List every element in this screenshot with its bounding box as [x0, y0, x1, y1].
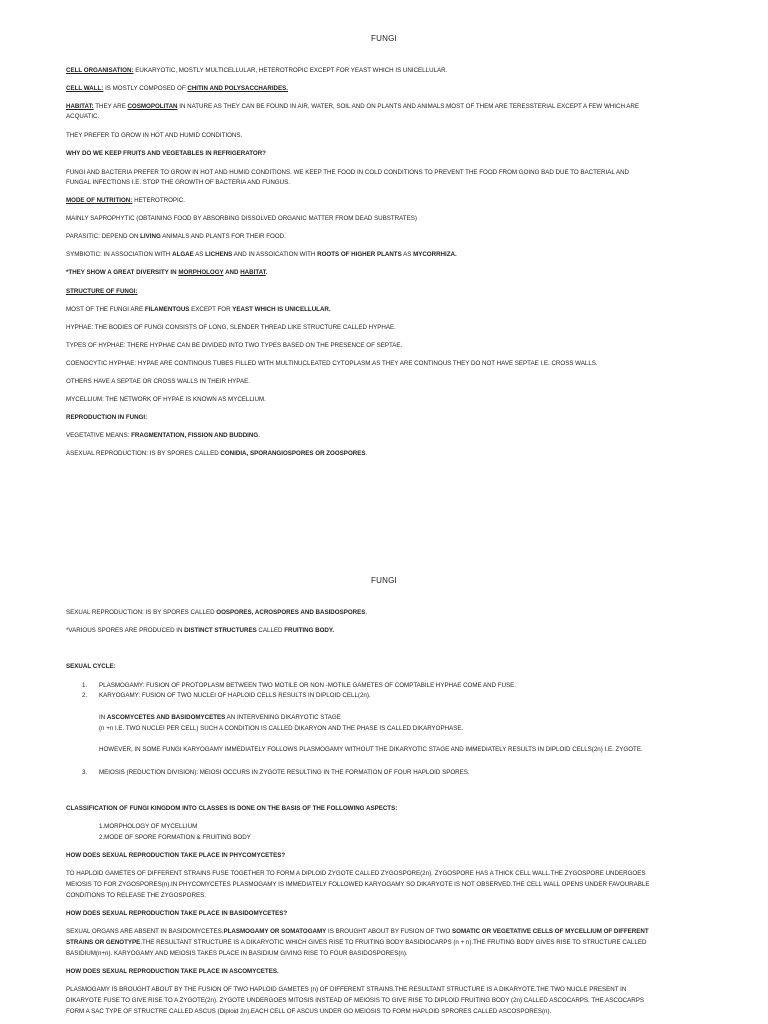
phycomycetes-answer-2: MEIOSIS TO FOR ZYGOSPORES(n).IN PHYCOMYCETES PLASMOGAMY IS IMMEDIATELY FOLLOWED KARYOGAMY SO DIKARYOTE IS NOT OBSERVED.THE CELL WALL OPENS UNDER FAVOURABLE [66, 881, 650, 888]
parasitic-line: PARASITIC: DEPEND ON LIVING ANIMALS AND PLANTS FOR THEIR FOOD. [66, 233, 286, 240]
classification-item-2: 2.MODE OF SPORE FORMATION & FRUITING BODY [99, 834, 251, 841]
classification-item-1: 1.MORPHOLOGY OF MYCELLIUM [99, 823, 198, 830]
cell-organisation-line: CELL ORGANISATION: EUKARYOTIC, MOSTLY MULTICELLULAR, HETEROTROPIC EXCEPT FOR YEAST WHICH IS UNICELLULAR. [66, 67, 448, 74]
hyphae-line: HYPHAE: THE BODIES OF FUNGI CONSISTS OF LONG, SLENDER THREAD LIKE STRUCTURE CALLED HYPHAE. [66, 324, 396, 331]
saprophytic-line: MAINLY SAPROPHYTIC (OBTAINING FOOD BY ABSORBING DISSOLVED ORGANIC MATTER FROM DEAD SUBSTRATES) [66, 215, 417, 222]
prefer-line: THEY PREFER TO GROW IN HOT AND HUMID CONDITIONS. [66, 132, 243, 139]
ascomycetes-answer-3: FORM A SAC TYPE OF STRUCTRE CALLED ASCUS (Diploid 2n).EACH CELL OF ASCUS UNDER GO MEIOSIS TO FORM HAPLOID SPRORES CALLED ASCOSPORES(n). [66, 1008, 552, 1015]
why-question: WHY DO WE KEEP FRUITS AND VEGETABLES IN REFRIGERATOR? [66, 150, 266, 157]
various-spores-line: *VARIOUS SPORES ARE PRODUCED IN DISTINCT STRUCTURES CALLED FRUITING BODY. [66, 627, 335, 634]
phycomycetes-question: HOW DOES SEXUAL REPRODUCTION TAKE PLACE IN PHYCOMYCETES? [66, 852, 286, 859]
however-line: HOWEVER, IN SOME FUNGI KARYOGAMY IMMEDIATELY FOLLOWS PLASMOGAMY WITHOUT THE DIKARYOTIC STAGE AND IMMEDIATELY RESULTS IN DIPLOID CELLS(2n) I.E. ZYGOTE. [99, 746, 643, 753]
sexual-reproduction-line: SEXUAL REPRODUCTION: IS BY SPORES CALLED OOSPORES, ACROSPORES AND BASIDOSPORES. [66, 609, 368, 616]
page-title-2: FUNGI [371, 576, 397, 585]
basidomycetes-answer-2: STRAINS OR GENOTYPE.THE RESULTANT STRUCTURE IS A DIKARYOTIC WHICH GIVES RISE TO FRUITING BODY BASIDIOCARPS (n + n).THE FRUTING BODY GIVES RISE TO STRUCTURE CALLED [66, 939, 647, 946]
filamentous-line: MOST OF THE FUNGI ARE FILAMENTOUS EXCEPT FOR YEAST WHICH IS UNICELLULAR. [66, 306, 331, 313]
asexual-line: ASEXUAL REPRODUCTION: IS BY SPORES CALLED CONIDIA, SPORANGIOSPORES OR ZOOSPORES. [66, 450, 368, 457]
why-answer-1: FUNGI AND BACTERIA PREFER TO GROW IN HOT AND HUMID CONDITIONS. WE KEEP THE FOOD IN COLD CONDITIONS TO PREVENT THE FOOD FROM GOING BAD DUE TO BACTERIAL AND [66, 169, 630, 176]
meiosis-item: 3. MEIOSIS (REDUCTION DIVISION): MEIOSI OCCURS IN ZYGOTE RESULTING IN THE FORMATION OF FOUR HAPLOID SPORES. [82, 769, 470, 776]
why-answer-2: FUNGAL INFECTIONS I.E. STOP THE GROWTH OF BACTERIA AND FUNGUS. [66, 179, 290, 186]
classification-heading: CLASSIFICATION OF FUNGI KINGDOM INTO CLASSES IS DONE ON THE BASIS OF THE FOLLOWING ASPECTS: [66, 805, 398, 812]
phycomycetes-answer-1: TO HAPLOID GAMETES OF DIFFERENT STRAINS FUSE TOGETHER TO FORM A DIPLOID ZYGOTE CALLED ZYGOSPORE(2n). ZYGOSPORE HAS A THICK CELL WALL.THE ZYGOSPORE UNDERGOES [66, 870, 646, 877]
basidomycetes-answer-1: SEXUAL ORGANS ARE ABSENT IN BASIDOMYCETES.PLASMOGAMY OR SOMATOGAMY IS BROUGHT ABOUT BY FUSION OF TWO SOMATIC OR VEGETATIVE CELLS OF MYCELLIUM OF DIFFERENT [66, 928, 649, 935]
structure-heading: STRUCTURE OF FUNGI: [66, 288, 138, 295]
karyogamy-item: 2. KARYOGAMY: FUSION OF TWO NUCLEI OF HAPLOID CELLS RESULTS IN DIPLOID CELL(2n). [82, 692, 371, 699]
habitat-line: HABITAT: THEY ARE COSMOPOLITAN IN NATURE AS THEY CAN BE FOUND IN AIR, WATER, SOIL AND ON PLANTS AND ANIMALS.MOST OF THEM ARE TERESSTERIAL EXCEPT A FEW WHICH ARE [66, 103, 640, 110]
sexual-cycle-heading: SEXUAL CYCLE: [66, 663, 116, 670]
page-title: FUNGI [371, 34, 397, 43]
mode-of-nutrition-line: MODE OF NUTRITION: HETEROTROPIC. [66, 197, 185, 204]
plasmogamy-item: 1. PLASMOGAMY: FUSION OF PROTOPLASM BETWEEN TWO MOTILE OR NON -MOTILE GAMETES OF COMPTABILE HYPHAE COME AND FUSE. [82, 682, 517, 689]
cell-wall-line: CELL WALL: IS MOSTLY COMPOSED OF CHITIN AND POLYSACCHARIDES. [66, 85, 288, 92]
phycomycetes-answer-3: CONDITIONS TO RELEASE THE ZYGOSPORES. [66, 892, 206, 899]
dikaryon-line: (n +n I.E. TWO NUCLEI PER CELL) SUCH A CONDITION IS CALLED DIKARYON AND THE PHASE IS CALLED DIKARYOPHASE. [99, 725, 464, 732]
vegetative-line: VEGETATIVE MEANS: FRAGMENTATION, FISSION AND BUDDING. [66, 432, 260, 439]
ascomycetes-answer-1: PLASMOGAMY IS BROUGHT ABOUT BY THE FUSION OF TWO HAPLOID GAMETES (n) OF DIFFERENT STRAINS.THE RESULTANT STRUCTURE IS A DIKARYOTE.THE TWO NUCLE PRESENT IN [66, 986, 627, 993]
basidomycetes-question: HOW DOES SEXUAL REPRODUCTION TAKE PLACE IN BASIDOMYCETES? [66, 910, 288, 917]
ascomycetes-answer-2: DIKARYOTE FUSE TO GIVE RISE TO A ZYGOTE(2n). ZYGOTE UNDERGOES MITOSIS INSTEAD OF MEIOSIS TO GIVE RISE TO DIPLOID FRUITING BODY (2n) CALLED ASCOCARPS. THE ASCOCARPS [66, 997, 644, 1004]
diversity-line: *THEY SHOW A GREAT DIVERSITY IN MORPHOLOGY AND HABITAT. [66, 269, 268, 276]
basidomycetes-answer-3: BASIDIUM(n+n). KARYOGAMY AND MEIOSIS TAKES PLACE IN BASIDIUM GIVING RISE TO FOUR BASIDOSPORES(n). [66, 950, 408, 957]
habitat-line-2: ACQUATIC. [66, 113, 100, 120]
coenocytic-line: COENOCYTIC HYPHAE: HYPAE ARE CONTINOUS TUBES FILLED WITH MULTINUCLEATED CYTOPLASM.AS THEY ARE CONTINOUS THEY DO NOT HAVE SEPTAE I.E. CROSS WALLS. [66, 360, 598, 367]
types-line: TYPES OF HYPHAE: THERE HYPHAE CAN BE DIVIDED INTO TWO TYPES BASED ON THE PRESENCE OF SEPTAE. [66, 342, 403, 349]
septae-line: OTHERS HAVE A SEPTAE OR CROSS WALLS IN THEIR HYPAE. [66, 378, 250, 385]
reproduction-heading: REPRODUCTION IN FUNGI: [66, 414, 148, 421]
ascomycetes-question: HOW DOES SEXUAL REPRODUCTION TAKE PLACE IN ASCOMYCETES. [66, 968, 279, 975]
ascomycetes-line: IN ASCOMYCETES AND BASIDOMYCETES AN INTERVENING DIKARYOTIC STAGE [99, 714, 341, 721]
mycellium-line: MYCELLIUM: THE NETWORK OF HYPAE IS KNOWN AS MYCELLIUM. [66, 396, 266, 403]
symbiotic-line: SYMBIOTIC: IN ASSOCIATION WITH ALGAE AS LICHENS AND IN ASSOICATION WITH ROOTS OF HIGHER PLANTS AS MYCORRHIZA. [66, 251, 457, 258]
